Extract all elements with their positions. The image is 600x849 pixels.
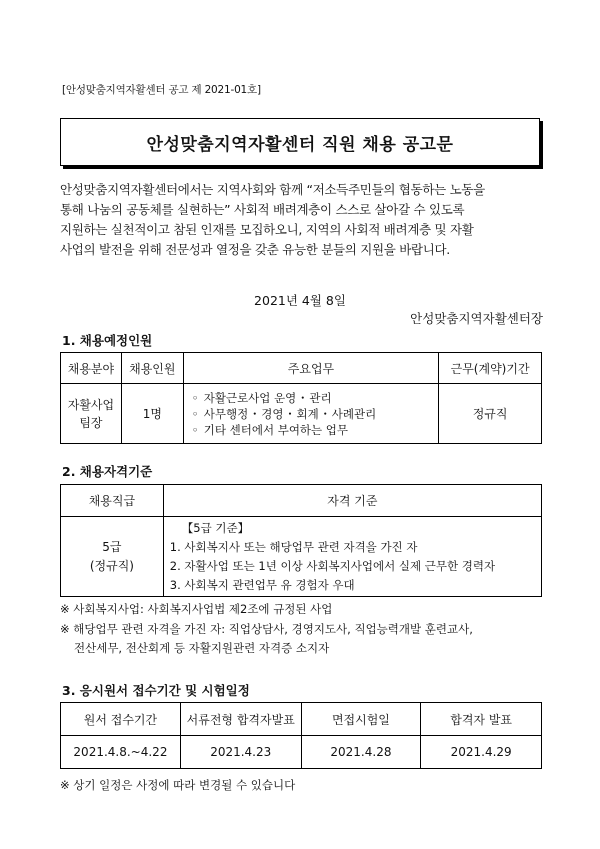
section-title-qualifications: 2. 채용자격기준 [62,464,153,479]
count-cell: 1명 [121,384,183,444]
footnote: ※ 사회복지사업: 사회복지사업법 제2조에 규정된 사업 [60,602,333,616]
duty-item: ◦ 자활근로사업 운영 ･ 관리 [191,390,332,405]
table-row [61,384,542,444]
table-row [61,517,542,597]
title-box [60,118,540,166]
grade-line: 5급 [102,539,122,554]
schedule-note: ※ 상기 일정은 사정에 따라 변경될 수 있습니다 [60,778,296,792]
qualification-table [60,484,542,597]
table-header: 주요업무 [183,353,438,384]
qualification-item: 3. 사회복지 관련업무 유 경험자 우대 [169,577,355,592]
table-header-row [61,353,542,384]
table-header: 자격 기준 [163,485,541,517]
field-cell [61,384,122,444]
notice-number: [안성맞춤지역자활센터 공고 제 2021-01호] [62,84,261,96]
table-header: 채용직급 [61,485,164,517]
table-cell: 2021.4.8.~4.22 [61,736,181,769]
table-row [61,736,542,769]
intro-line: 지원하는 실천적이고 참된 인재를 모집하오니, 지역의 사회적 배려계층 및 자활 [60,222,474,237]
table-header: 합격자 발표 [421,703,542,736]
intro-line: 사업의 발전을 위해 전문성과 열정을 갖춘 유능한 분들의 지원을 바랍니다. [60,242,450,257]
bullet-icon: ◦ [191,406,199,421]
standard-label: 【5급 기준】 [181,520,250,535]
schedule-table [60,702,542,769]
announcement-date: 2021년 4월 8일 [254,293,346,308]
section-title-schedule: 3. 응시원서 접수기간 및 시험일정 [62,683,250,698]
duty-item: ◦ 기타 센터에서 부여하는 업무 [191,422,349,437]
footnote [60,620,546,658]
qualification-item: 2. 자활사업 또는 1년 이상 사회복지사업에서 실제 근무한 경력자 [169,558,496,573]
table-header: 채용인원 [121,353,183,384]
table-cell: 2021.4.23 [180,736,301,769]
duty-item: ◦ 사무행정 ･ 경영 ･ 회계 ･ 사례관리 [191,406,377,421]
table-header: 면접시험일 [301,703,421,736]
grade-cell [61,517,164,597]
table-header-row [61,703,542,736]
table-header-row [61,485,542,517]
table-header: 서류전형 합격자발표 [180,703,301,736]
footnote-line: 전산세무, 전산회계 등 자활지원관련 자격증 소지자 [74,641,330,655]
table-cell: 2021.4.29 [421,736,542,769]
table-header: 원서 접수기간 [61,703,181,736]
qualification-item: 1. 사회복지사 또는 해당업무 관련 자격을 가진 자 [169,539,418,554]
field-line: 자활사업 [67,397,115,412]
table-header: 채용분야 [61,353,122,384]
footnote-line: ※ 해당업무 관련 자격을 가진 자: 직업상담사, 경영지도사, 직업능력개발 훈련교사, [60,622,473,636]
duties-cell [183,384,438,444]
grade-line: (정규직) [89,558,134,573]
section-title-recruitment: 1. 채용예정인원 [62,333,153,348]
table-header: 근무(계약)기간 [439,353,542,384]
table-cell: 2021.4.28 [301,736,421,769]
intro-paragraph [60,180,542,260]
document-title: 안성맞춤지역자활센터 직원 채용 공고문 [146,134,454,155]
intro-line: 안성맞춤지역자활센터에서는 지역사회와 함께 “저소득주민들의 협동하는 노동을 [60,182,485,197]
bullet-icon: ◦ [191,422,199,437]
field-line: 팀장 [79,415,103,430]
period-cell: 정규직 [439,384,542,444]
organization-head: 안성맞춤지역자활센터장 [410,311,543,326]
qualification-cell [163,517,541,597]
intro-line: 통해 나눔의 공동체를 실현하는” 사회적 배려계층이 스스로 살아갈 수 있도록 [60,202,465,217]
recruitment-table [60,352,542,444]
bullet-icon: ◦ [191,390,199,405]
